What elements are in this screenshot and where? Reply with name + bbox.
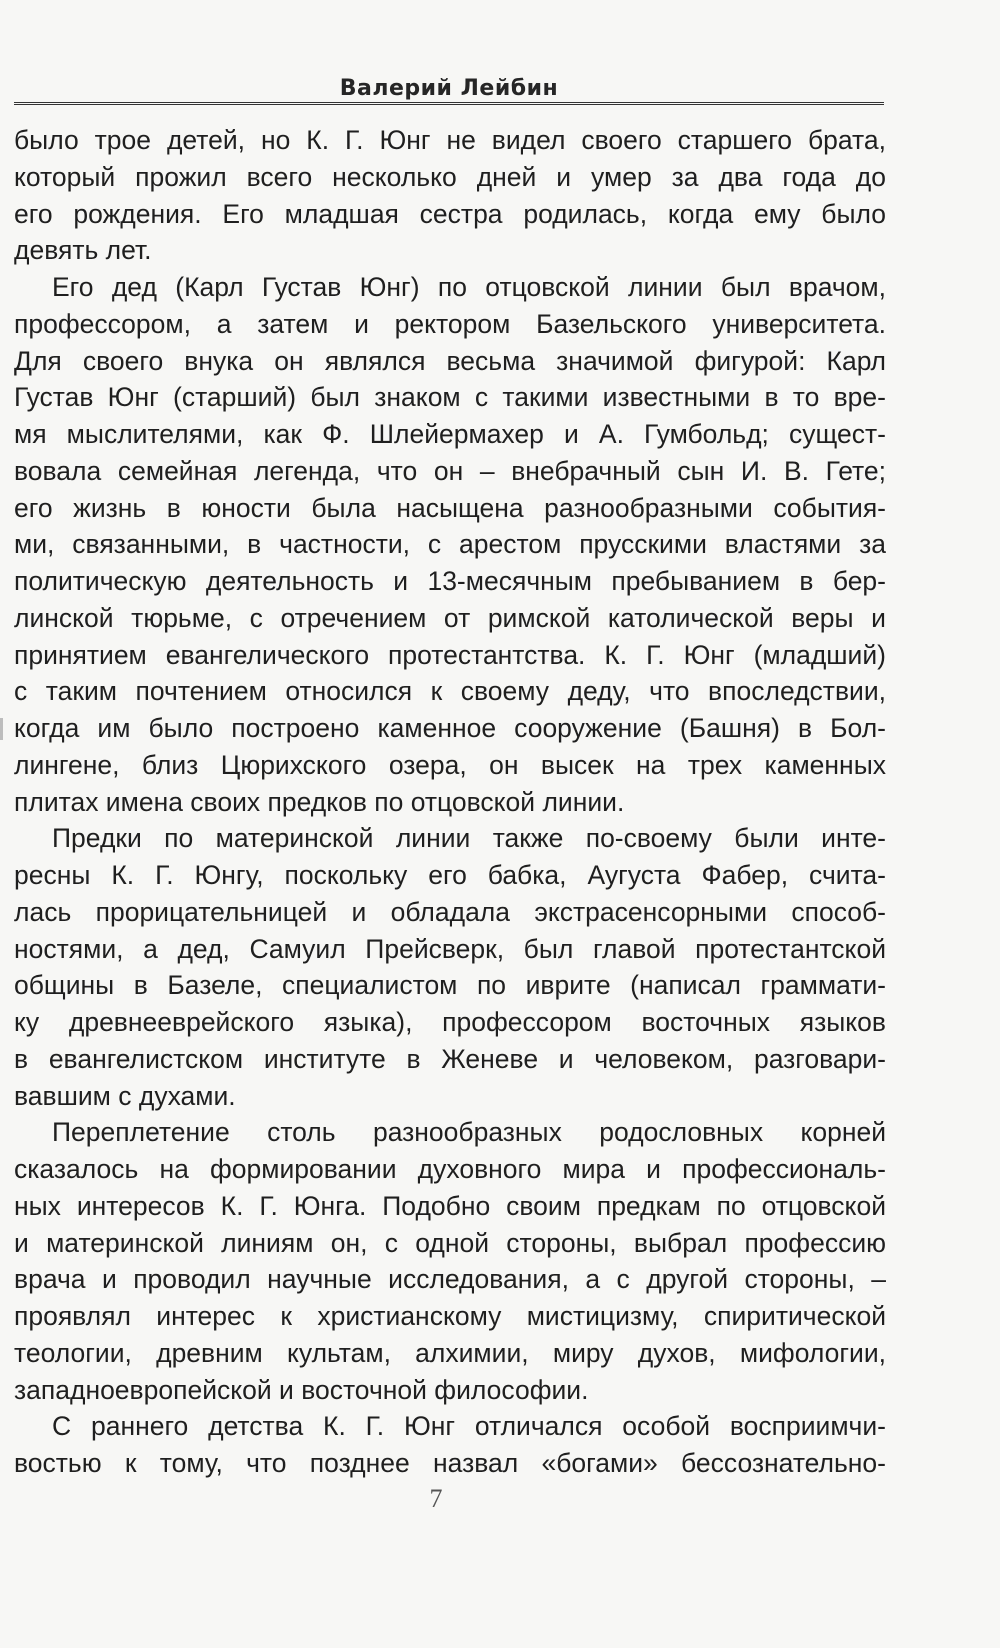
text-line: линской тюрьме, с отречением от римской католической веры и [14,602,886,633]
text-line: проявлял интерес к христианскому мистицизму, спиритической [14,1301,886,1331]
text-line: Предки по материнской линии также по-своему были инте- [52,823,886,854]
text-line: и материнской линиям он, с одной стороны, выбрал профессию [14,1227,886,1258]
text-line: западноевропейской и восточной философии. [14,1374,589,1405]
text-line: мя мыслителями, как Ф. Шлейермахер и А. Гумбольд; сущест- [14,419,886,449]
text-line: теологии, древним культам, алхимии, миру духов, мифологии, [14,1337,886,1368]
text-line: лась прорицательницей и обладала экстрасенсорными способ- [14,896,886,927]
text-line: вавшим с духами. [14,1080,236,1111]
text-line: с таким почтением относился к своему деду, что впоследствии, [14,676,886,707]
text-line: лингене, близ Цюрихского озера, он высек на трех каменных [14,749,886,780]
text-line: ми, связанными, в частности, с арестом прусскими властями за [14,529,886,560]
body-text [14,122,886,1482]
text-line: его рождения. Его младшая сестра родилась, когда ему было [14,198,886,229]
text-line: вовала семейная легенда, что он – внебрачный сын И. В. Гете; [14,455,886,486]
text-line: было трое детей, но К. Г. Юнг не видел своего старшего брата, [14,125,886,155]
text-line: его жизнь в юности была насыщена разнообразными события- [14,492,886,523]
text-line: общины в Базеле, специалистом по иврите (написал граммати- [14,970,886,1001]
text-line: Переплетение столь разнообразных родословных корней [52,1117,886,1148]
text-line: в евангелистском институте в Женеве и человеком, разговари- [14,1043,886,1074]
text-line: ных интересов К. Г. Юнга. Подобно своим предкам по отцовской [14,1190,886,1221]
text-line: когда им было построено каменное сооружение (Башня) в Бол- [14,713,886,743]
text-line: Густав Юнг (старший) был знаком с такими известными в то вре- [14,382,886,413]
text-line: принятием евангелического протестантства. К. Г. Юнг (младший) [14,639,886,670]
text-line: ресны К. Г. Юнгу, поскольку его бабка, Аугуста Фабер, счита- [14,860,886,890]
text-line: ку древнееврейского языка), профессором восточных языков [14,1007,886,1037]
text-line: профессором, а затем и ректором Базельского университета. [14,308,886,339]
text-line: С раннего детства К. Г. Юнг отличался особой восприимчи- [52,1411,886,1442]
page-number: 7 [429,1484,443,1513]
text-line: ностями, а дед, Самуил Прейсверк, был главой протестантской [14,933,886,964]
text-line: Его дед (Карл Густав Юнг) по отцовской линии был врачом, [52,272,886,302]
running-head-author: Валерий Лейбин [339,76,559,101]
text-line: девять лет. [14,235,152,266]
text-line: политическую деятельность и 13-месячным пребыванием в бер- [14,566,886,596]
text-line: плитах имена своих предков по отцовской линии. [14,786,625,817]
text-line: который прожил всего несколько дней и умер за два года до [14,161,886,192]
margin-mark [0,718,3,740]
text-line: сказалось на формировании духовного мира и профессиональ- [14,1154,886,1184]
text-line: врача и проводил научные исследования, а с другой стороны, – [14,1264,886,1295]
text-line: востью к тому, что позднее назвал «богами» бессознательно- [14,1448,886,1478]
header-rule [14,102,884,105]
text-line: Для своего внука он являлся весьма значимой фигурой: Карл [14,345,886,376]
page-header [14,76,884,106]
